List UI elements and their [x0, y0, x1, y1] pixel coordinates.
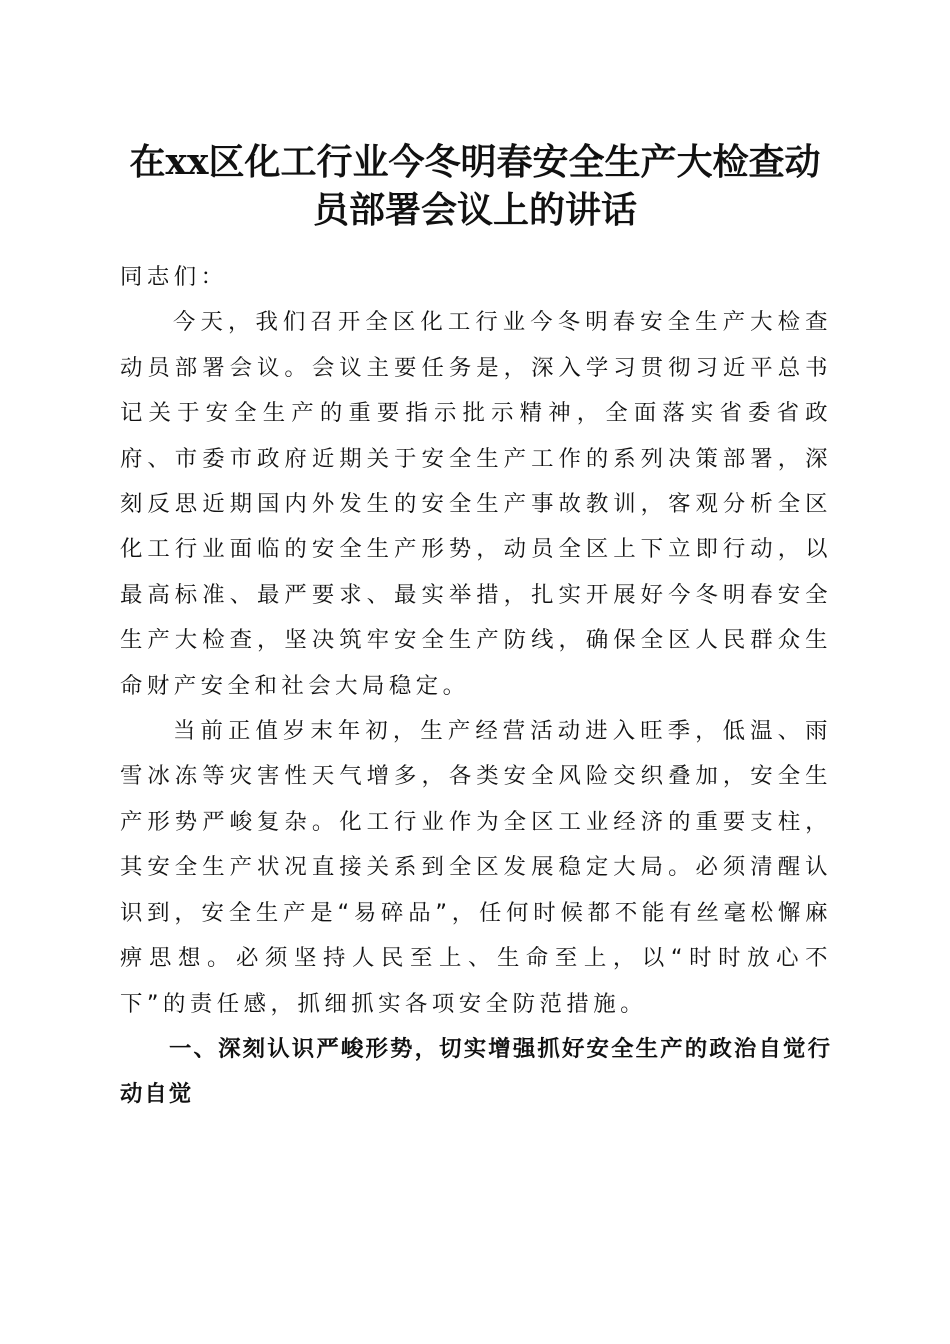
paragraph-2: 当前正值岁末年初，生产经营活动进入旺季，低温、雨雪冰冻等灾害性天气增多，各类安全风险交织叠加，安全生产形势严峻复杂。化工行业作为全区工业经济的重要支柱，其安全生产状况直接关系到全区发展稳定大局。必须清醒认识到，安全生产是“易碎品”，任何时候都不能有丝毫松懈麻痹思想。必须坚持人民至上、生命至上，以“时时放心不下”的责任感，抓细抓实各项安全防范措施。 — [120, 718, 832, 1017]
document-body — [120, 255, 832, 1118]
salutation: 同志们： — [120, 264, 228, 290]
document-title — [100, 138, 850, 234]
title-line-1: 在xx区化工行业今冬明春安全生产大检查动 — [129, 141, 821, 183]
paragraph-1: 今天，我们召开全区化工行业今冬明春安全生产大检查动员部署会议。会议主要任务是，深入学习贯彻习近平总书记关于安全生产的重要指示批示精神，全面落实省委省政府、市委市政府近期关于安全生产工作的系列决策部署，深刻反思近期国内外发生的安全生产事故教训，客观分析全区化工行业面临的安全生产形势，动员全区上下立即行动，以最高标准、最严要求、最实举措，扎实开展好今冬明春安全生产大检查，坚决筑牢安全生产防线，确保全区人民群众生命财产安全和社会大局稳定。 — [120, 309, 832, 699]
section-heading-1: 一、深刻认识严峻形势，切实增强抓好安全生产的政治自觉行动自觉 — [120, 1035, 832, 1108]
title-line-2: 员部署会议上的讲话 — [312, 189, 637, 231]
